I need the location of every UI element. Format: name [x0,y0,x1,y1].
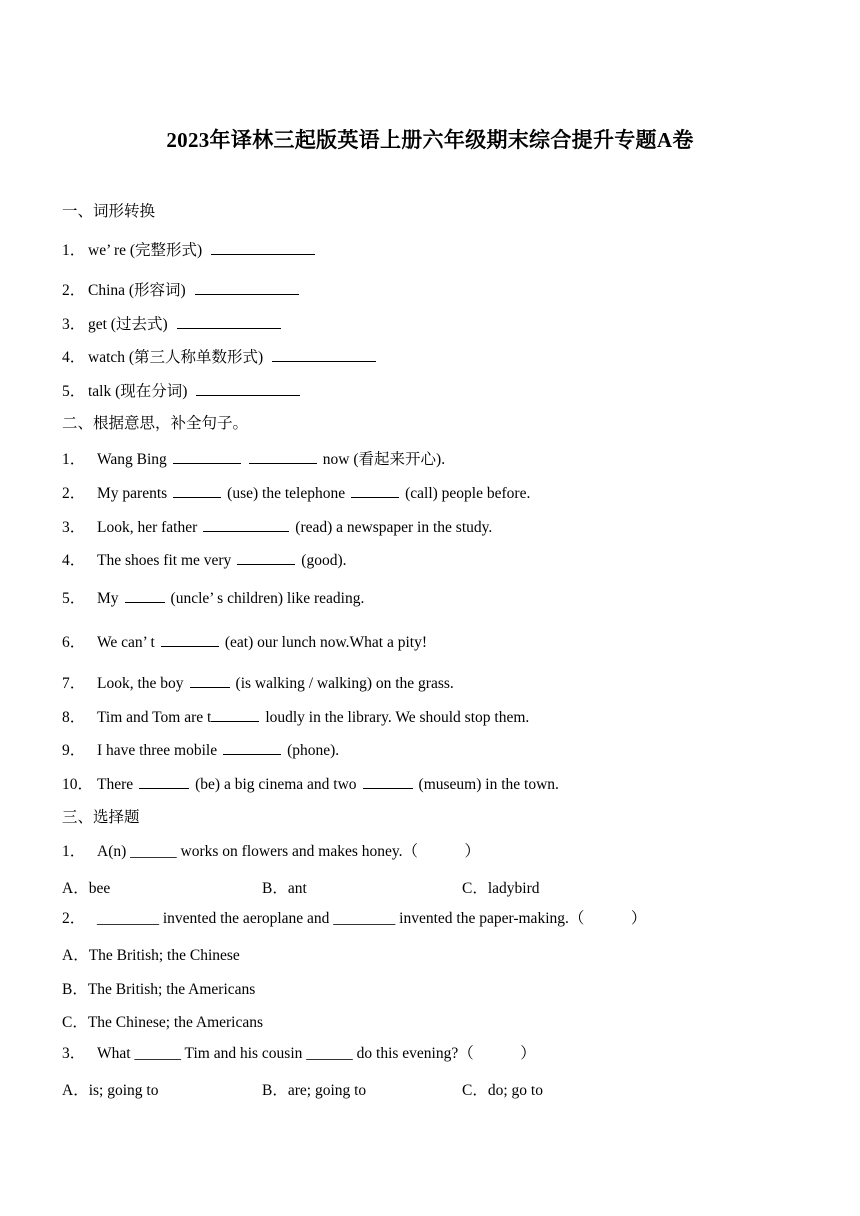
section-heading-2: 二、根据意思，补全句子。 [62,415,249,432]
question-text: ________ invented the aeroplane and ________ invented the paper-making.（ ） [97,910,647,927]
s2-item-4 [62,550,347,571]
item-text: talk (现在分词) [88,383,188,400]
answer-blank[interactable] [351,483,399,498]
question-text: What ______ Tim and his cousin ______ do this evening?（ ） [97,1045,536,1062]
item-text-a: We can’ t [97,634,155,651]
section-heading-1: 一、词形转换 [62,203,156,220]
answer-blank[interactable] [203,517,289,532]
item-text-a: Wang Bing [97,451,167,468]
item-number: 3． [62,1045,86,1062]
s2-item-6 [62,632,427,653]
item-text-b: (is walking / walking) on the grass. [235,675,454,692]
answer-blank[interactable] [139,774,189,789]
s2-item-1 [62,449,445,470]
s3-question-2 [62,909,646,929]
option-c[interactable]: C．do; go to [462,1082,543,1099]
option-a[interactable]: A．is; going to [62,1082,159,1099]
item-text-a: My [97,590,119,607]
s2-item-2 [62,483,530,504]
item-text-b: (read) a newspaper in the study. [295,519,493,536]
item-number: 6． [62,634,86,651]
item-number: 2． [62,282,86,299]
option-c[interactable]: C．ladybird [462,880,540,897]
item-number: 1． [62,843,86,860]
item-text-a: My parents [97,485,168,502]
item-number: 2． [62,485,86,502]
answer-blank[interactable] [211,707,259,722]
item-text-a: Look, her father [97,519,198,536]
item-text-a: Tim and Tom are t [97,709,212,726]
item-text-b: (be) a big cinema and two [195,776,357,793]
answer-blank[interactable] [211,240,315,255]
item-text-c: now (看起来开心). [322,451,446,468]
answer-blank[interactable] [125,588,165,603]
option-b[interactable]: B．The British; the Americans [62,981,256,998]
item-text: watch (第三人称单数形式) [88,349,264,366]
item-number: 2． [62,910,86,927]
answer-blank[interactable] [272,347,376,362]
item-number: 4． [62,349,86,366]
s1-item-3 [62,314,287,335]
answer-blank[interactable] [196,381,300,396]
s2-item-8 [62,707,529,728]
s2-item-7 [62,673,454,694]
item-text: we’ re (完整形式) [88,242,203,259]
item-text-b: (good). [301,552,347,569]
item-text: China (形容词) [88,282,186,299]
option-c[interactable]: C．The Chinese; the Americans [62,1014,264,1031]
item-number: 10． [62,776,94,793]
answer-blank[interactable] [173,483,221,498]
item-number: 3． [62,519,86,536]
answer-blank[interactable] [237,550,295,565]
item-text: get (过去式) [88,316,168,333]
item-text-a: The shoes fit me very [97,552,232,569]
s2-item-10 [62,774,559,795]
answer-blank[interactable] [249,449,317,464]
option-a[interactable]: A．bee [62,880,111,897]
item-number: 3． [62,316,86,333]
s2-item-9 [62,740,339,761]
page-title: 2023年译林三起版英语上册六年级期末综合提升专题A卷 [166,128,694,152]
item-number: 7． [62,675,86,692]
item-text-a: There [97,776,134,793]
s1-item-1 [62,240,321,261]
item-text-b: (phone). [287,742,340,759]
item-number: 5． [62,383,86,400]
s2-item-5 [62,588,364,609]
option-b[interactable]: B．ant [262,880,307,897]
item-text-c: (call) people before. [405,485,531,502]
answer-blank[interactable] [195,280,299,295]
item-text-a: Look, the boy [97,675,184,692]
s2-item-3 [62,517,492,538]
answer-blank[interactable] [223,740,281,755]
s1-item-2 [62,280,305,301]
s3-question-1 [62,842,480,862]
item-number: 4． [62,552,86,569]
item-number: 1． [62,242,86,259]
item-text-b: (uncle’ s children) like reading. [170,590,365,607]
item-number: 1． [62,451,86,468]
item-text-b: loudly in the library. We should stop them. [265,709,530,726]
answer-blank[interactable] [190,673,230,688]
item-text-c: (museum) in the town. [418,776,559,793]
s3-question-3 [62,1044,536,1064]
s1-item-4 [62,347,382,368]
item-text-b: (use) the telephone [227,485,346,502]
option-b[interactable]: B．are; going to [262,1082,367,1099]
answer-blank[interactable] [177,314,281,329]
answer-blank[interactable] [363,774,413,789]
answer-blank[interactable] [161,632,219,647]
item-number: 9． [62,742,86,759]
question-text: A(n) ______ works on flowers and makes honey.（ ） [97,843,480,860]
option-a[interactable]: A．The British; the Chinese [62,947,240,964]
item-text-b: (eat) our lunch now.What a pity! [224,634,428,651]
answer-blank[interactable] [173,449,241,464]
s1-item-5 [62,381,306,402]
item-text-a: I have three mobile [97,742,218,759]
item-number: 8． [62,709,86,726]
item-number: 5． [62,590,86,607]
section-heading-3: 三、选择题 [62,809,140,826]
